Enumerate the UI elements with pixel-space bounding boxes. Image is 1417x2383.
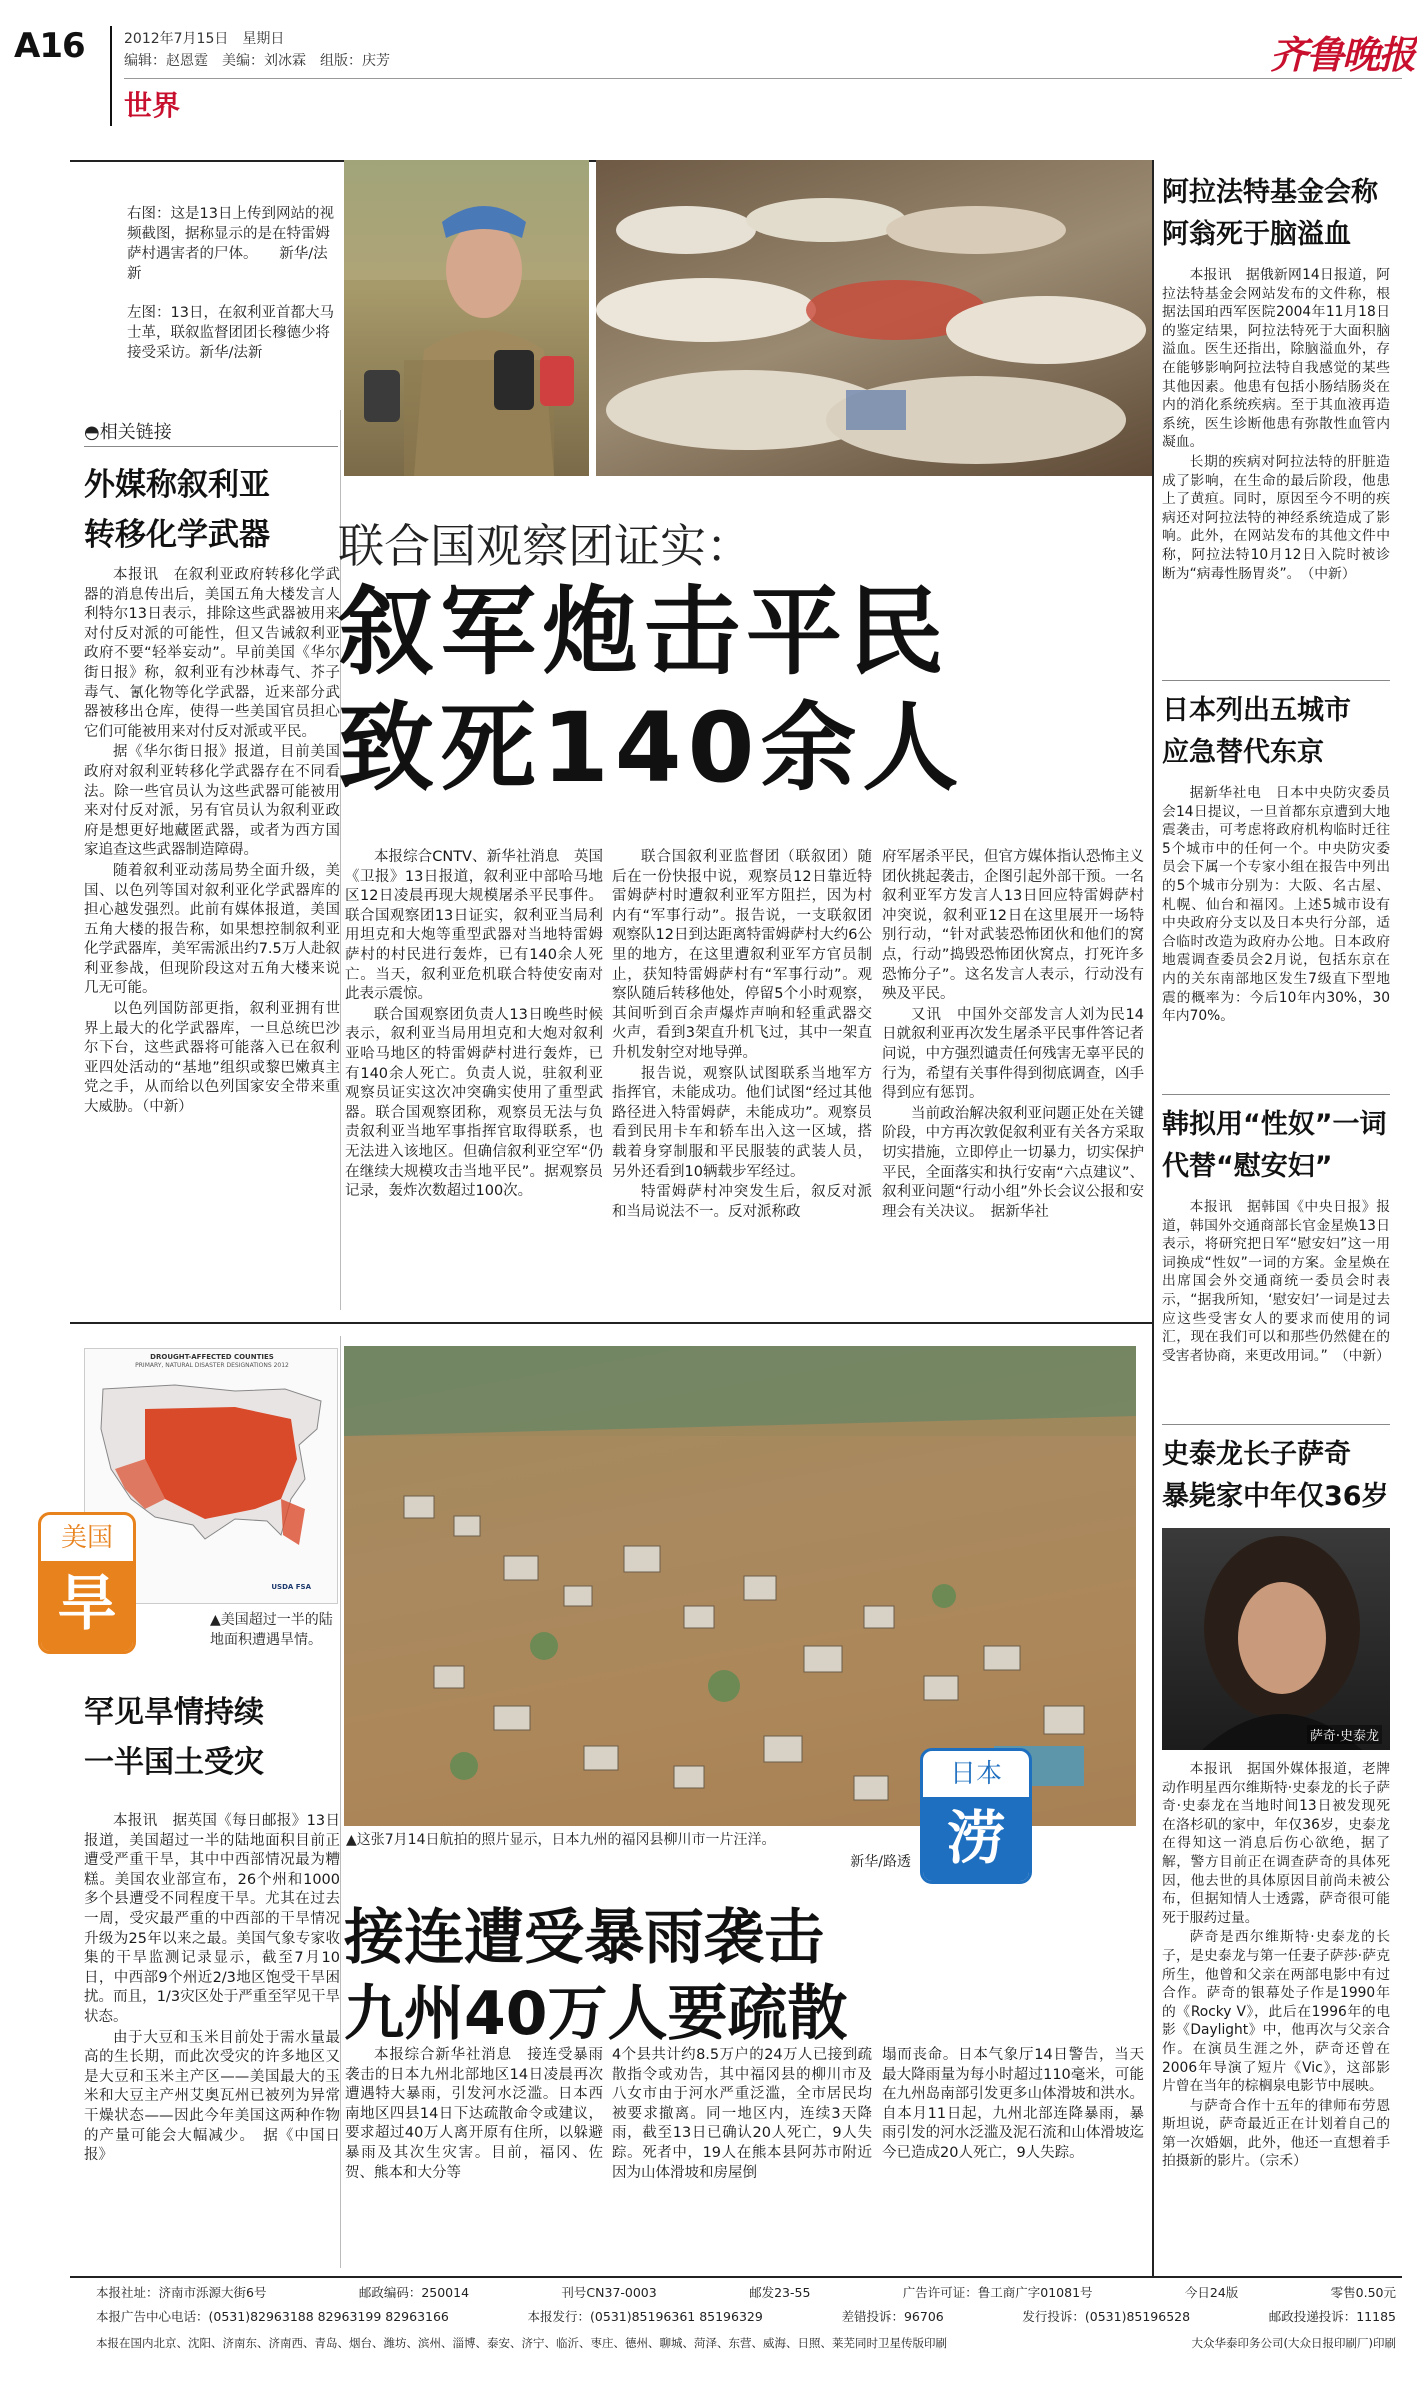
us-badge-country: 美国 [60, 1523, 113, 1553]
related-para-1: 本报讯 在叙利亚政府转移化学武器的消息传出后，美国五角大楼发言人利特尔13日表示，排除这些武器被用来对付反对派的可能性，但又告诫叙利亚政府不要“轻举妄动”。早前美国《华尔街日报》称，叙利亚有沙林毒气、芥子毒气、氰化物等化学武器，近来部分武器被移出仓库，使得一些美国官员担心它们可能被用来对付反对派或平民。 [84, 567, 340, 740]
korea-headline [1162, 1104, 1387, 1188]
right-divider-3 [1162, 1424, 1390, 1425]
us-para-1: 本报讯 据英国《每日邮报》13日报道，美国超过一半的陆地面积目前正遭受严重干旱，其中中西部情况最为糟糕。美国农业部宣布，26个州和1000多个县遭受不同程度干旱。尤其在过去一周，受灾最严重的中西部的干旱情况升级为25年以来之最。美国气象专家收集的干旱监测记录显示，截至7月10日，中西部9个州近2/3地区饱受干旱困扰。而且，1/3灾区处于严重至罕见干旱状态。 [84, 1813, 340, 2025]
arafat-para-2: 长期的疾病对阿拉法特的肝脏造成了影响，在生命的最后阶段，他患上了黄疸。同时，原因至今不明的疾病还对阿拉法特的神经系统造成了影响。此外，在网站发布的其他文件中称，阿拉法特10月12日入院时被诊断为“病毒性肠胃炎”。 （中新） [1162, 453, 1390, 582]
masthead-rule [124, 78, 1402, 79]
us-drought-headline [84, 1688, 264, 1788]
lead-col1-para-1: 本报综合CNTV、新华社消息 英国《卫报》13日报道，叙利亚中部哈马地区12日凌晨再现大规模屠杀平民事件。联合国观察团13日证实，叙利亚当局利用坦克和大炮等重型武器对当地特雷姆萨村的村民进行轰炸，已有140余人死亡。当天，叙利亚危机联合特使安南对此表示震惊。 [345, 849, 603, 1003]
drought-map-title: DROUGHT-AFFECTED COUNTIES [150, 1353, 274, 1361]
footer-print-sites: 本报在国内北京、沈阳、济南东、济南西、青岛、烟台、潍坊、滨州、淄博、泰安、济宁、临沂、枣庄、德州、聊城、菏泽、东营、威海、日照、莱芜同时卫星传版印刷 [96, 2336, 947, 2350]
related-headline-line1: 外媒称叙利亚 [84, 467, 270, 503]
lead-col3-para-1: 府军屠杀平民，但官方媒体指认恐怖主义团伙挑起袭击，企图引起外部干预。一名叙利亚军方发言人13日回应特雷姆萨村冲突说，叙利亚12日在这里展开一场特别行动，“针对武装恐怖团伙和他们的窝点，行动”捣毁恐怖团伙窝点，打死许多恐怖分子”。这名发言人表示，行动没有殃及平民。 [882, 849, 1144, 1003]
related-tag-rule [84, 446, 338, 447]
us-para-2: 由于大豆和玉米目前处于需水量最高的生长期，而此次受灾的许多地区又是大豆和玉米主产区——美国最大的玉米和大豆主产州艾奥瓦州已被列为异常干燥状态——因此今年美国这两种作物的产量可能会大幅减少。 据《中国日报》 [84, 2029, 340, 2164]
footer-ad-license: 广告许可证：鲁工商广字01081号 [902, 2285, 1093, 2300]
footer-distribution-phone: 本报发行：(0531)85196361 85196329 [527, 2309, 763, 2324]
japan-col2-para: 4个县共计约8.5万户的24万人已接到疏散指令或劝告，其中福冈县的柳川市及八女市由于河水严重泛滥，全市居民均被要求撤离。同一地区内，连续3天降雨，截至13日已确认20人死亡，9人失踪。死者中，19人在熊本县阿苏市附近因为山体滑坡和房屋倒 [612, 2047, 872, 2181]
lead-headline-line1: 叙军炮击平民 [338, 576, 950, 688]
footer-row-2 [96, 2308, 1396, 2328]
arafat-headline-line1: 阿拉法特基金会称 [1162, 177, 1378, 208]
us-headline-line2: 一半国土受灾 [84, 1745, 264, 1780]
lead-column-1 [345, 848, 603, 1312]
japan-col1-para: 本报综合新华社消息 接连受暴雨袭击的日本九州北部地区14日凌晨再次遭遇特大暴雨，引发河水泛滥。日本西南地区四县14日下达疏散命令或建议，要求超过40万人离开原有住所，以躲避暴雨及其次生灾害。目前，福冈、佐贺、熊本和大分等 [345, 2047, 603, 2181]
lead-col2-para-3: 特雷姆萨村冲突发生后，叙反对派和当局说法不一。反对派称政 [612, 1184, 872, 1220]
sage-stallone-photo [1162, 1528, 1390, 1750]
related-article-body [84, 566, 340, 1310]
flood-photo-caption: ▲这张7月14日航拍的照片显示，日本九州的福冈县柳川市一片汪洋。 [346, 1832, 776, 1848]
lead-column-3 [882, 848, 1144, 1312]
arafat-body [1162, 266, 1390, 676]
japan-column-3 [882, 2046, 1144, 2266]
footer-postal-complaint: 邮政投递投诉：11185 [1268, 2309, 1396, 2324]
footer-price: 零售0.50元 [1330, 2285, 1396, 2300]
footer-postcode: 邮政编码：250014 [358, 2285, 470, 2300]
lead-column-2 [612, 848, 872, 1312]
footer-page-count: 今日24版 [1184, 2285, 1239, 2300]
left-photo-caption: 左图：13日，在叙利亚首都大马士革，联叙监督团团长穆德少将接受采访。新华/法新 [127, 305, 334, 361]
footer-address: 本报社址：济南市泺源大街6号 [96, 2285, 267, 2300]
right-photo-caption: 右图：这是13日上传到网站的视频截图，据称显示的是在特雷姆萨村遇害者的尸体。 新华/法新 [127, 206, 334, 282]
stallone-para-2: 萨奇是西尔维斯特·史泰龙的长子，是史泰龙与第一任妻子萨莎·萨克所生，他曾和父亲在两部电影中有过合作。萨奇的银幕处子作是1990年的《Rocky V》，此后在1996年的电影《Daylight》中，他再次与父亲合作。在演员生涯之外，萨奇还曾在2006年导演了短片《Vic》，这部影片曾在当年的棕榈泉电影节中展映。 [1162, 1929, 1390, 2095]
japan-capital-headline [1162, 690, 1351, 774]
section-title: 世界 [124, 89, 181, 122]
drought-map-subtitle: PRIMARY, NATURAL DISASTER DESIGNATIONS 2012 [135, 1362, 289, 1369]
related-para-2: 据《华尔街日报》报道，目前美国政府对叙利亚转移化学武器存在不同看法。除一些官员认为这些武器可能被用来对付反对派，另有官员认为叙利亚政府是想更好地藏匿武器，或者为西方国家追查这些武器制造障碍。 [84, 744, 340, 859]
right-divider-1 [1162, 680, 1390, 681]
stallone-para-3: 与萨奇合作十五年的律师布劳恩斯坦说，萨奇最近正在计划着自己的第一次婚姻，此外，他还一直想着手拍摄新的影片。（宗禾） [1162, 2097, 1390, 2170]
related-link-label: 相关链接 [99, 422, 172, 443]
drought-map-caption: ▲美国超过一半的陆地面积遭遇旱情。 [210, 1612, 333, 1648]
stallone-headline-line2: 暴毙家中年仅36岁 [1162, 1481, 1389, 1512]
right-divider-2 [1162, 1094, 1390, 1095]
stallone-headline [1162, 1434, 1389, 1518]
japan-capital-headline-line2: 应急替代东京 [1162, 737, 1324, 768]
japan-badge-country: 日本 [949, 1759, 1002, 1789]
date-line: 2012年7月15日 星期日 [124, 31, 285, 47]
footer-ad-phone: 本报广告中心电话：(0531)82963188 82963199 82963166 [96, 2309, 449, 2324]
stallone-body [1162, 1760, 1390, 2266]
flood-photo-credit: 新华/路透 [850, 1854, 911, 1870]
korea-body [1162, 1198, 1390, 1418]
us-drought-badge [38, 1512, 136, 1654]
right-column-rule [1152, 160, 1154, 2276]
photo-victims-bodies [596, 160, 1152, 476]
stallone-photo-caption: 萨奇·史泰龙 [1307, 1725, 1382, 1744]
japan-col3-para: 塌而丧命。日本气象厅14日警告，当天最大降雨量为每小时超过110毫米，可能在九州岛南部引发更多山体滑坡和洪水。自本月11日起，九州北部连降暴雨，暴雨引发的河水泛滥及泥石流和山体滑坡迄今已造成20人死亡，9人失踪。 [882, 2047, 1144, 2161]
japan-flood-badge [920, 1748, 1032, 1884]
footer-cn-number: 刊号CN37-0003 [561, 2285, 657, 2300]
arafat-headline-line2: 阿翁死于脑溢血 [1162, 219, 1351, 250]
lead-col1-para-2: 联合国观察团负责人13日晚些时候表示，叙利亚当局用坦克和大炮对叙利亚哈马地区的特雷姆萨村进行轰炸，已有140余人死亡。负责人说，驻叙利亚观察员证实这次冲突确实使用了重型武器。联合国观察团称，观察员无法与负责叙利亚当地军事指挥官取得联系，也无法进入该地区。但确信叙利亚空军“仍在继续大规模攻击当地平民”。据观察员记录，轰炸次数超过100次。 [345, 1006, 603, 1200]
us-headline-line1: 罕见旱情持续 [84, 1695, 264, 1730]
drought-map-credit: USDA FSA [271, 1583, 311, 1591]
editors-line: 编辑：赵恩霆 美编：刘冰霖 组版：庆芳 [124, 53, 390, 69]
japan-capital-body [1162, 784, 1390, 1090]
japan-flood-headline [344, 1900, 848, 2052]
footer-error-hotline: 差错投诉：96706 [841, 2309, 944, 2324]
japan-headline-line2: 九州40万人要疏散 [344, 1979, 848, 2049]
stallone-para-1: 本报讯 据国外媒体报道，老牌动作明星西尔维斯特·史泰龙的长子萨奇·史泰龙在当地时间13日被发现死在洛杉矶的家中，年仅36岁，史泰龙在得知这一消息后伤心欲绝，据了解，警方目前正在调查萨奇的具体死因，他去世的具体原因目前尚未被公布，但据知情人士透露，萨奇很可能死于服药过量。 [1162, 1761, 1390, 1926]
newspaper-logo: 齐鲁晚报 [1270, 32, 1415, 77]
arafat-para-1: 本报讯 据俄新网14日报道，阿拉法特基金会网站发布的文件称，根据法国珀西军医院2004年11月18日的鉴定结果，阿拉法特死于大面积脑溢血。医生还指出，除脑溢血外，存在能够影响阿拉法特自我感觉的某些其他因素。他患有包括小肠结肠炎在内的消化系统疾病。至于其血液再造系统，医生诊断他患有弥散性血管内凝血。 [1162, 267, 1390, 451]
related-headline [84, 460, 270, 560]
arafat-headline [1162, 172, 1378, 256]
footer-row-3 [96, 2334, 1396, 2354]
related-headline-line2: 转移化学武器 [84, 517, 270, 553]
footer-delivery-complaint: 发行投诉：(0531)85196528 [1022, 2309, 1191, 2324]
korea-headline-line2: 代替“慰安妇” [1162, 1151, 1333, 1182]
footer-printer: 大众华泰印务公司(大众日报印刷厂)印刷 [1191, 2336, 1396, 2350]
korea-para: 本报讯 据韩国《中央日报》报道，韩国外交通商部长官金星焕13日表示，将研究把日军“慰安妇”这一用词换成“性奴”一词的方案。金星焕在出席国会外交通商统一委员会时表示，“据我所知，‘慰安妇’一词是过去应这些受害女人的要求而使用的词汇，现在我们可以和那些仍然健在的受害者协商，来更改用词。” （中新） [1162, 1199, 1390, 1364]
stallone-headline-line1: 史泰龙长子萨奇 [1162, 1439, 1351, 1470]
japan-capital-headline-line1: 日本列出五城市 [1162, 695, 1351, 726]
masthead-divider [110, 26, 112, 126]
related-para-4: 以色列国防部更指，叙利亚拥有世界上最大的化学武器库，一旦总统巴沙尔下台，这些武器将可能落入已在叙利亚四处活动的“基地”组织或黎巴嫩真主党之手，从而给以色列国家安全带来重大威胁。（中新） [84, 1001, 340, 1116]
lead-headline-line2: 致死140余人 [338, 692, 965, 804]
us-drought-body [84, 1812, 340, 2266]
footer-row-1 [96, 2284, 1396, 2304]
bottom-frame-rule [70, 2276, 1402, 2278]
photo-un-commander [344, 160, 589, 476]
us-badge-word: 旱 [41, 1561, 133, 1653]
lead-kicker: 联合国观察团证实： [338, 519, 752, 573]
page-number: A16 [14, 26, 85, 66]
lead-col2-para-2: 报告说，观察队试图联系当地军方指挥官，未能成功。他们试图“经过其他路径进入特雷姆萨，未能成功”。观察员看到民用卡车和轿车出入这一区域，搭载着身穿制服和平民服装的武装人员，另外还看到10辆载步军经过。 [612, 1065, 872, 1180]
japan-capital-para: 据新华社电 日本中央防灾委员会14日提议，一旦首都东京遭到大地震袭击，可考虑将政府机构临时迁往5个城市中的任何一个。中央防灾委员会下属一个专家小组在报告中列出的5个城市分别为：大阪、名古屋、札幌、仙台和福冈。上述5城市设有中央政府分支以及日本央行分部，适合临时改造为政府办公地。日本政府地震调查委员会2月说，包括东京在内的关东南部地区发生7级直下型地震的概率为：今后10年内30%，30年内70%。 [1162, 785, 1390, 1025]
mid-frame-rule [70, 1322, 1152, 1324]
japan-column-2 [612, 2046, 872, 2266]
lead-col3-para-3: 当前政治解决叙利亚问题正处在关键阶段，中方再次敦促叙利亚有关各方采取切实措施，立即停止一切暴力，切实保护平民，全面落实和执行安南“六点建议”、叙利亚问题“行动小组”外长会议公报和安理会有关决议。 据新华社 [882, 1105, 1144, 1220]
related-link-tag: ◓相关链接 [84, 422, 172, 443]
lead-headline [338, 574, 964, 806]
korea-headline-line1: 韩拟用“性奴”一词 [1162, 1109, 1387, 1140]
japan-badge-word: 涝 [923, 1797, 1029, 1883]
lead-col3-para-2: 又讯 中国外交部发言人刘为民14日就叙利亚再次发生屠杀平民事件答记者问说，中方强烈谴责任何残害无辜平民的行为，希望有关事件得到彻底调查，凶手得到应有惩罚。 [882, 1006, 1144, 1102]
japan-headline-line1: 接连遭受暴雨袭击 [344, 1903, 824, 1973]
related-para-3: 随着叙利亚动荡局势全面升级，美国、以色列等国对叙利亚化学武器库的担心越发强烈。此前有媒体报道，美国五角大楼的报告称，如果想控制叙利亚化学武器库，美军需派出约7.5万人赴叙利亚参战，但现阶段这对五角大楼来说几无可能。 [84, 862, 340, 997]
us-column-rule [340, 1336, 341, 2268]
footer-postal-code: 邮发23-55 [749, 2285, 811, 2300]
lead-col2-para-1: 联合国叙利亚监督团（联叙团）随后在一份快报中说，观察员12日靠近特雷姆萨村时遭叙利亚军方阻拦，因为村内有“军事行动”。报告说，一支联叙团观察队12日到达距离特雷姆萨村大约6公里的地方，在这里遭叙利亚军方官员制止，获知特雷姆萨村有“军事行动”。观察队随后转移他处，停留5个小时观察，其间听到百余声爆炸声响和轻重武器交火声，看到3架直升机飞过，其中一架直升机发射空对地导弹。 [612, 849, 872, 1061]
japan-column-1 [345, 2046, 603, 2266]
